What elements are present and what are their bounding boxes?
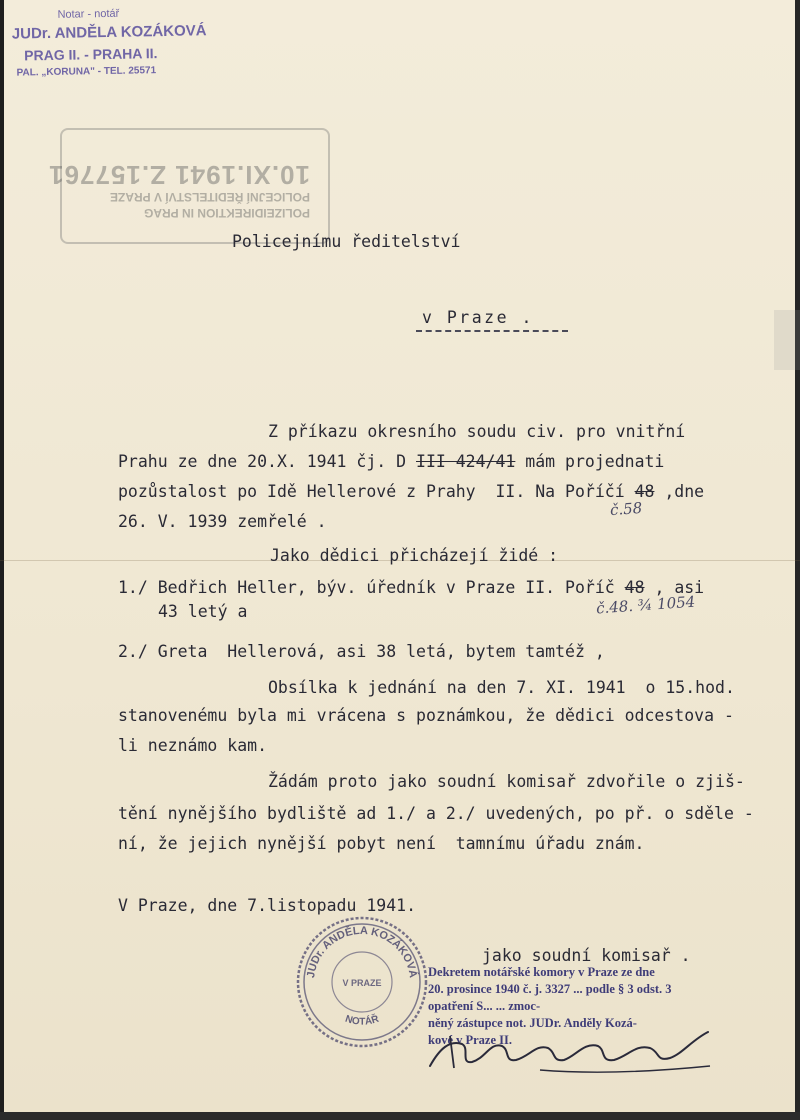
- body-line-6a: 1./ Bedřich Heller, býv. úředník v Praze II. Poříč: [118, 578, 625, 597]
- decree-line-4: něný zástupce not. JUDr. Anděly Kozá-: [428, 1016, 637, 1030]
- body-line-2a: Prahu ze dne 20.X. 1941 čj. D: [118, 452, 417, 471]
- registration-stamp-line1: POLIZEIDIREKTION IN PRAG: [143, 206, 310, 220]
- decree-line-1: Dekretem notářské komory v Praze ze dne: [428, 965, 655, 979]
- decree-line-5: kové v Praze II.: [428, 1033, 513, 1047]
- body-line-9: Obsílka k jednání na den 7. XI. 1941 o 15.hod.: [268, 678, 735, 697]
- notary-stamp-line3: PRAG II. - PRAHA II.: [24, 45, 158, 64]
- notary-stamp-line2: JUDr. ANDĚLA KOZÁKOVÁ: [11, 22, 207, 43]
- body-line-10: stanovenému byla mi vrácena s poznámkou, že dědici odcestova -: [118, 706, 734, 725]
- body-line-2-struck: III 424/41: [416, 452, 516, 471]
- address-underline: [416, 330, 568, 332]
- body-line-3: [118, 482, 704, 502]
- handwritten-note-1: č.58: [609, 498, 643, 520]
- body-line-2c: mám projednati: [515, 452, 665, 471]
- date-line: V Praze, dne 7.listopadu 1941.: [118, 896, 417, 915]
- handwritten-note-2: č.48. ¾ 1054: [595, 592, 696, 618]
- body-line-13: tění nynějšího bydliště ad 1./ a 2./ uvedených, po př. o sděle -: [118, 804, 754, 823]
- body-line-8: 2./ Greta Hellerová, asi 38 letá, bytem tamtéž ,: [118, 642, 605, 661]
- seal-text-top: JUDr. ANDĚLA KOZÁKOVÁ: [305, 924, 419, 979]
- notary-stamp-line1: Notar - notář: [57, 7, 120, 21]
- seal-text-mid: V PRAZE: [342, 978, 382, 988]
- body-line-5: Jako dědici přicházejí židé :: [270, 546, 559, 565]
- body-line-2: [118, 452, 664, 472]
- body-line-3c: ,dne: [654, 482, 705, 501]
- svg-text:NOTÁŘ: [344, 1012, 381, 1028]
- registration-stamp-line3: 10.XI.1941 Z.157761: [48, 160, 310, 190]
- body-line-6: [118, 578, 704, 598]
- addressee-line2: v Praze .: [422, 308, 534, 327]
- body-line-3-struck: 48: [634, 482, 655, 501]
- handwritten-signature: [420, 1018, 720, 1078]
- body-line-3a: pozůstalost po Idě Hellerové z Prahy II. Na Poříčí: [118, 482, 635, 501]
- body-line-6-struck: 48: [624, 578, 645, 597]
- notary-stamp: [5, 2, 206, 81]
- body-line-4: 26. V. 1939 zemřelé .: [118, 512, 327, 531]
- bleed-through: [774, 310, 800, 370]
- notary-seal: [292, 912, 432, 1052]
- registration-stamp-line2: POLICEJNÍ ŘEDITELSTVÍ V PRAZE: [109, 190, 310, 204]
- body-line-14: ní, že jejich nynější pobyt není tamnímu úřadu znám.: [118, 834, 645, 853]
- body-line-12: Žádám proto jako soudní komisař zdvořile o zjiš-: [268, 772, 745, 791]
- decree-line-2: 20. prosince 1940 č. j. 3327 ... podle § 3 odst. 3: [428, 982, 672, 996]
- notary-stamp-line4: PAL. „KORUNA" - TEL. 25571: [16, 65, 157, 79]
- body-line-6c: , asi: [644, 578, 705, 597]
- addressee-line1: Policejnímu ředitelství: [232, 232, 461, 251]
- signatory-title: jako soudní komisař .: [482, 946, 691, 965]
- seal-text-bottom: NOTÁŘ: [343, 1013, 381, 1028]
- scan-edge-bottom: [0, 1112, 800, 1120]
- body-line-1: Z příkazu okresního soudu civ. pro vnitřní: [268, 422, 686, 441]
- body-line-11: li neznámo kam.: [118, 736, 268, 755]
- registration-stamp: [48, 128, 330, 244]
- body-line-7: 43 letý a: [158, 602, 248, 621]
- decree-line-3: opatření S... ... zmoc-: [428, 999, 541, 1013]
